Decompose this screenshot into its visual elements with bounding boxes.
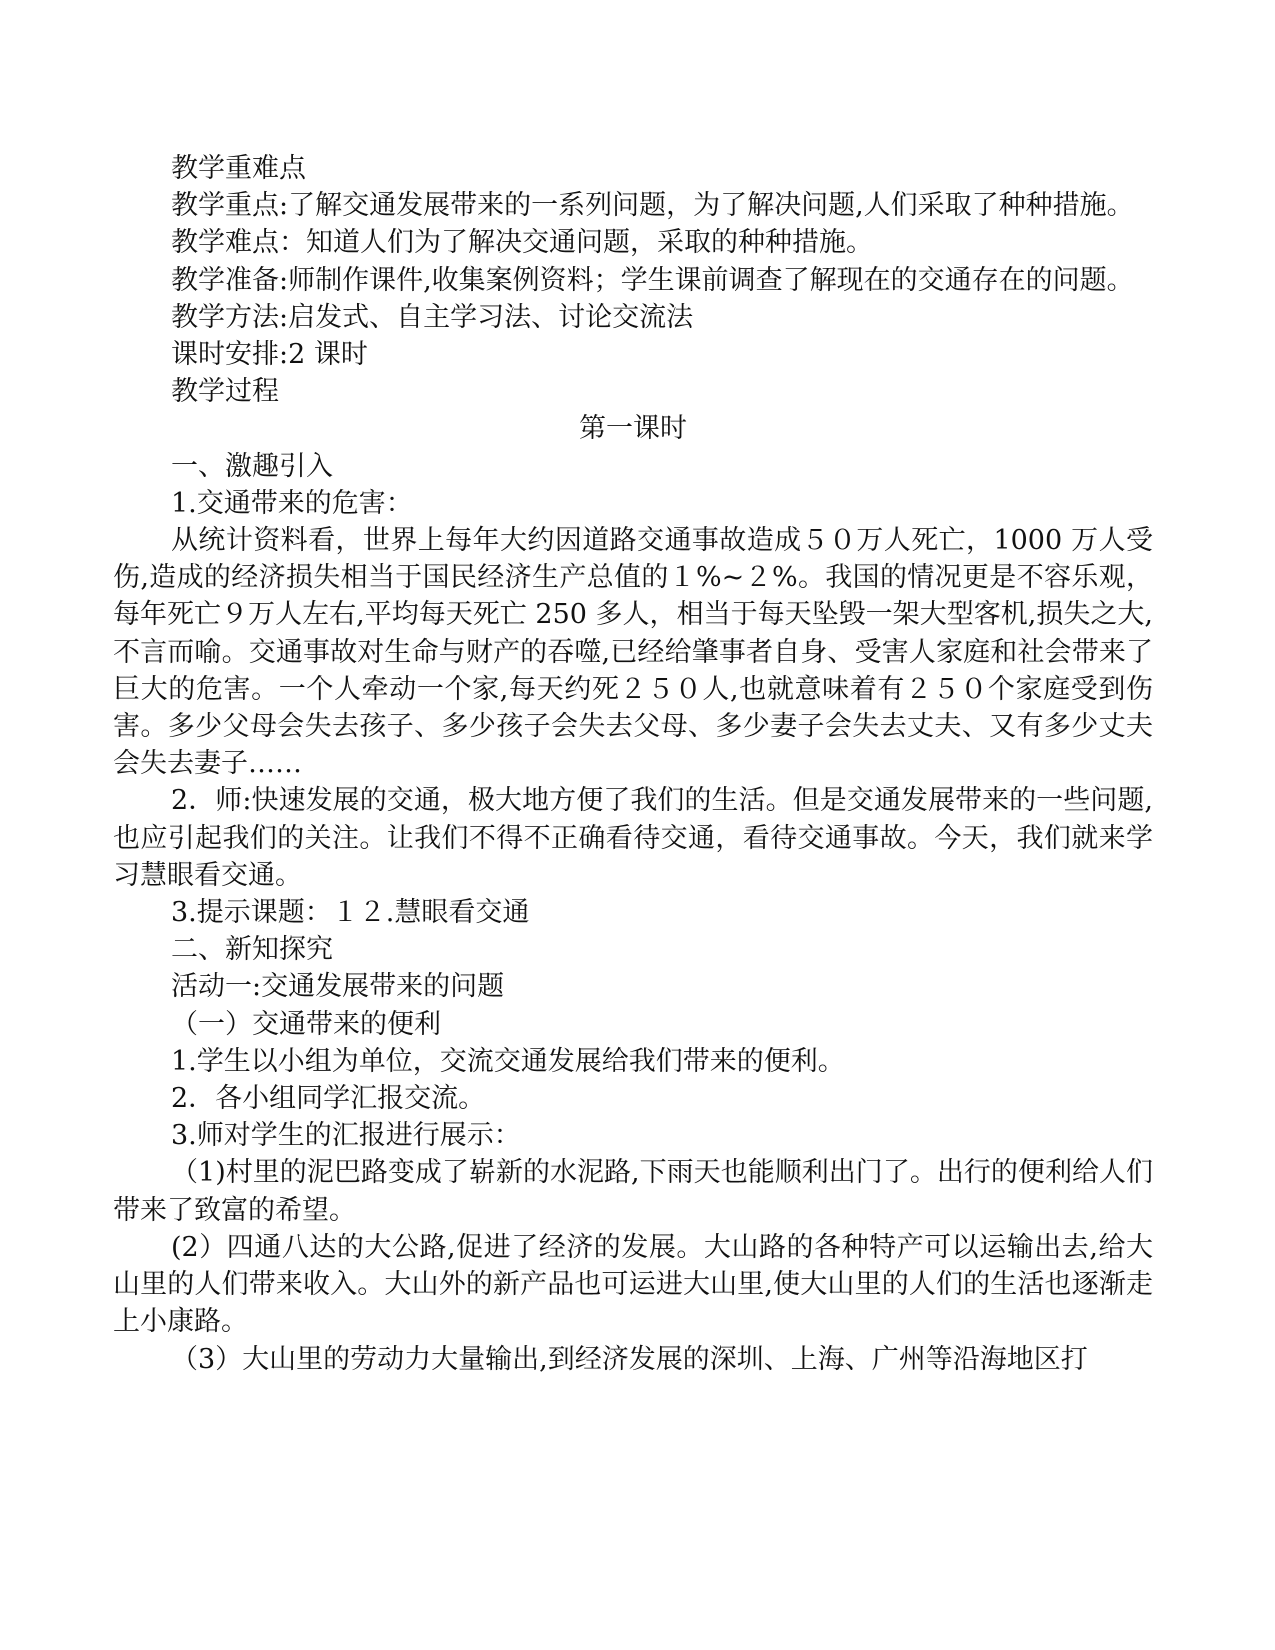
item-traffic-hazards: 1.交通带来的危害： bbox=[171, 487, 413, 519]
activity-one-title: 活动一:交通发展带来的问题 bbox=[171, 971, 505, 1003]
item-group-discussion: 1.学生以小组为单位，交流交通发展给我们带来的便利。 bbox=[171, 1045, 845, 1077]
class-schedule: 课时安排:2 课时 bbox=[171, 339, 368, 371]
heading-introduction: 一、激趣引入 bbox=[171, 450, 333, 482]
point-1-village-road: （1)村里的泥巴路变成了崭新的水泥路,下雨天也能顺利出门了。出行的便利给人们带来了致富的希望。 bbox=[113, 1157, 1153, 1226]
teaching-preparation: 教学准备:师制作课件,收集案例资料；学生课前调查了解现在的交通存在的问题。 bbox=[171, 264, 1134, 296]
item-topic: 3.提示课题：１２.慧眼看交通 bbox=[171, 897, 530, 929]
section-title-first-lesson: 第一课时 bbox=[579, 413, 687, 445]
heading-teaching-process: 教学过程 bbox=[171, 376, 279, 408]
point-2-highway: (2）四通八达的大公路,促进了经济的发展。大山路的各种特产可以运输出去,给大山里的人们带来收入。大山外的新产品也可运进大山里,使大山里的人们的生活也逐渐走上小康路。 bbox=[113, 1231, 1153, 1338]
point-3-labor-output: （3）大山里的劳动力大量输出,到经济发展的深圳、上海、广州等沿海地区打 bbox=[171, 1343, 1088, 1375]
paragraph-teacher-remarks: 2．师:快速发展的交通，极大地方便了我们的生活。但是交通发展带来的一些问题,也应引起我们的关注。让我们不得不正确看待交通，看待交通事故。今天，我们就来学习慧眼看交通。 bbox=[113, 785, 1153, 891]
subheading-convenience: （一）交通带来的便利 bbox=[171, 1008, 441, 1040]
item-group-report: 2．各小组同学汇报交流。 bbox=[171, 1083, 486, 1115]
teaching-key-point: 教学重点:了解交通发展带来的一系列问题，为了解决问题,人们采取了种种措施。 bbox=[171, 190, 1134, 222]
paragraph-statistics: 从统计资料看，世界上每年大约因道路交通事故造成５０万人死亡，1000 万人受伤,造成的经济损失相当于国民经济生产总值的１%~２%。我国的情况更是不容乐观，每年死亡９万人左右,平均每天死亡 250 多人，相当于每天坠毁一架大型客机,损失之大,不言而喻。交通事故对生命与财产的吞噬,已经给肇事者自身、受害人家庭和社会带来了巨大的危害。一个人牵动一个家,每天约死２５０人,也就意味着有２５０个家庭受到伤害。多少父母会失去孩子、多少孩子会失去父母、多少妻子会失去丈夫、又有多少丈夫会失去妻子…… bbox=[113, 525, 1153, 780]
heading-key-difficult-points: 教学重难点 bbox=[171, 153, 306, 184]
item-teacher-display: 3.师对学生的汇报进行展示： bbox=[171, 1120, 521, 1152]
teaching-difficult-point: 教学难点：知道人们为了解决交通问题，采取的种种措施。 bbox=[171, 227, 873, 259]
document-page bbox=[113, 150, 1153, 1378]
heading-new-knowledge: 二、新知探究 bbox=[171, 934, 333, 966]
teaching-method: 教学方法:启发式、自主学习法、讨论交流法 bbox=[171, 301, 694, 333]
